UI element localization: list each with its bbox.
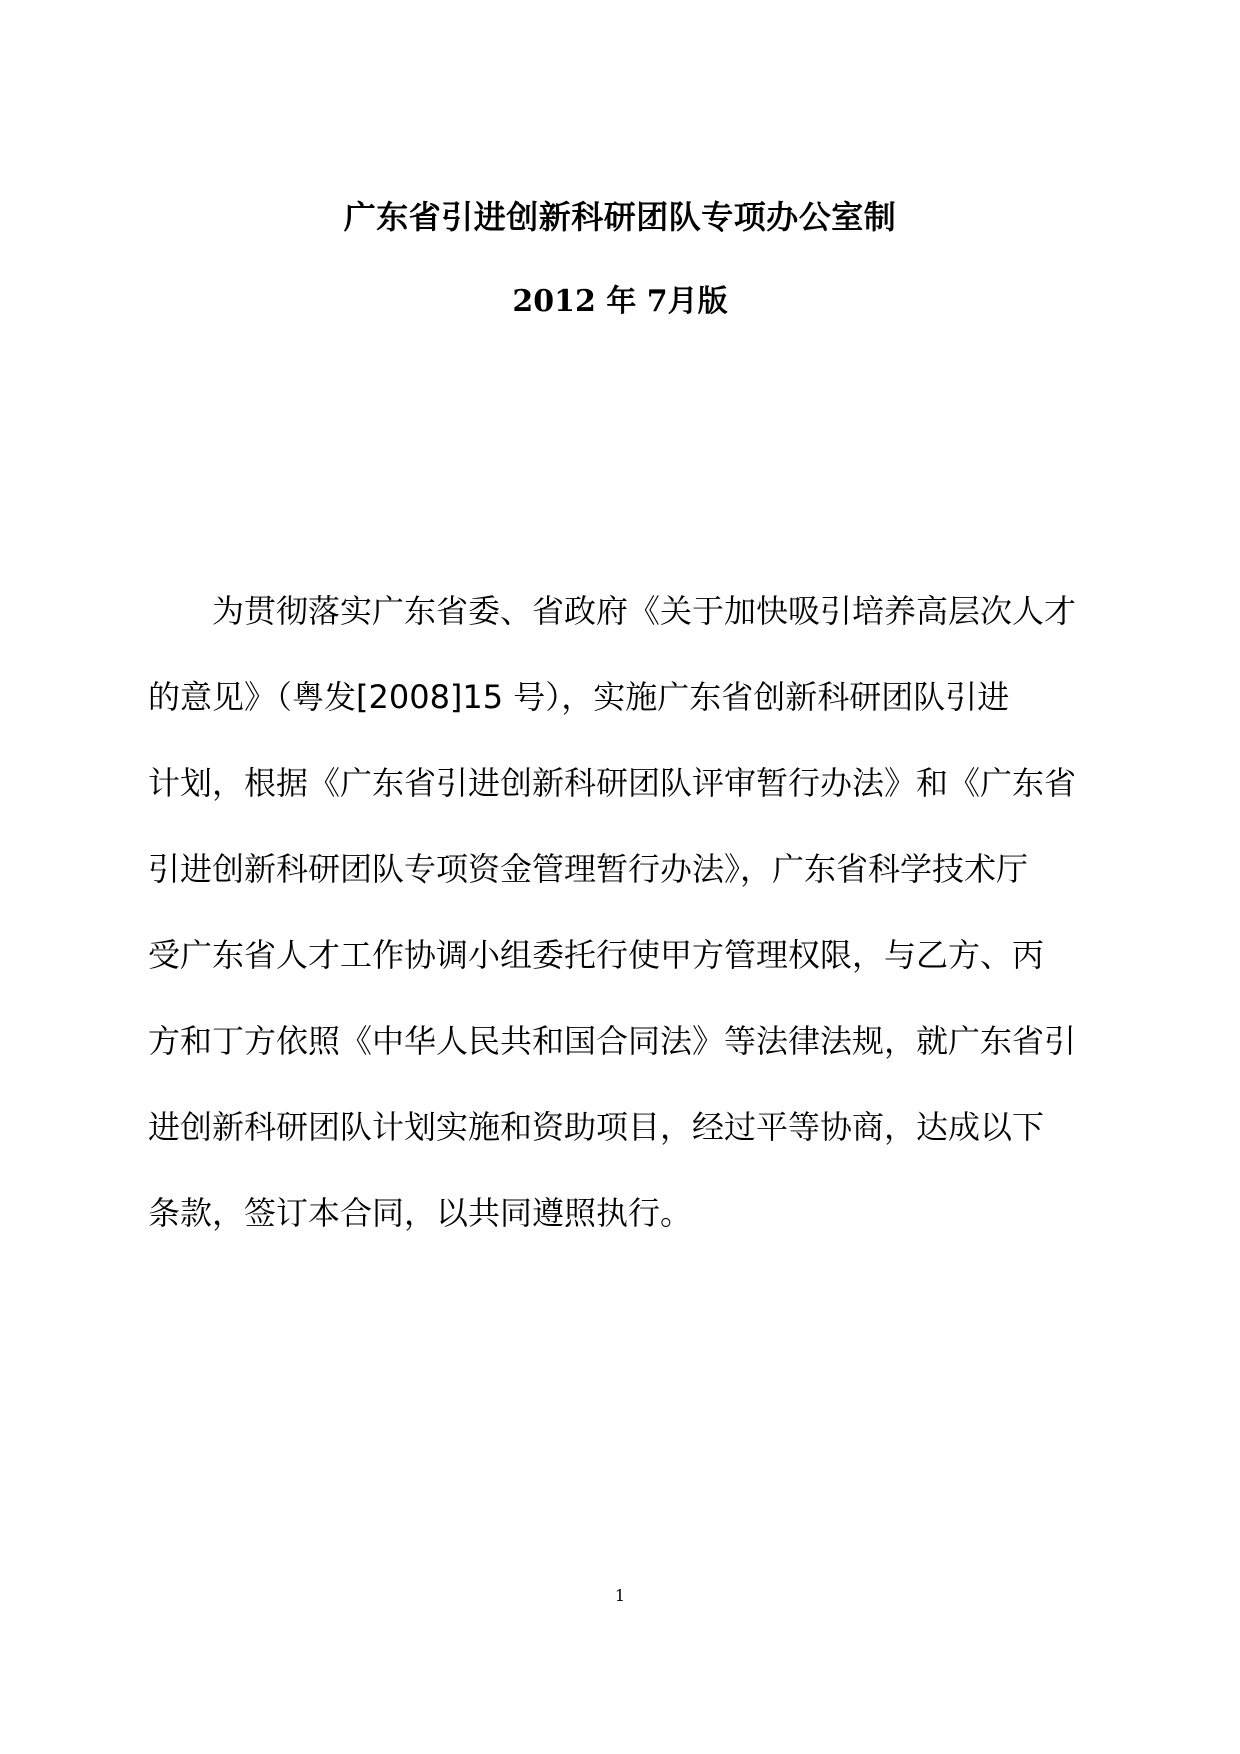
- paragraph-line: 计划，根据《广东省引进创新科研团队评审暂行办法》和《广东省: [148, 764, 1077, 802]
- paragraph-line: 引进创新科研团队专项资金管理暂行办法》，广东省科学技术厅: [148, 850, 1029, 888]
- preamble-paragraph: [148, 568, 1092, 1256]
- document-version: [0, 280, 1240, 324]
- paragraph-line: 进创新科研团队计划实施和资助项目，经过平等协商，达成以下: [148, 1108, 1045, 1146]
- version-month-suffix: 月版: [667, 284, 728, 319]
- paragraph-line: 受广东省人才工作协调小组委托行使甲方管理权限，与乙方、丙: [148, 936, 1045, 974]
- paragraph-line: 为贯彻落实广东省委、省政府《关于加快吸引培养高层次人才: [212, 592, 1077, 630]
- version-year-suffix: 年: [606, 284, 637, 319]
- paragraph-line: 条款，签订本合同，以共同遵照执行。: [148, 1194, 693, 1232]
- paragraph-line: 的意见》（粤发[2008]15 号），实施广东省创新科研团队引进: [148, 678, 1010, 716]
- version-month: 7: [646, 284, 668, 319]
- document-title: 广东省引进创新科研团队专项办公室制: [343, 198, 897, 236]
- page-number: 1: [614, 1586, 626, 1605]
- paragraph-line: 方和丁方依照《中华人民共和国合同法》等法律法规，就广东省引: [148, 1022, 1077, 1060]
- version-year: 2012: [512, 284, 596, 319]
